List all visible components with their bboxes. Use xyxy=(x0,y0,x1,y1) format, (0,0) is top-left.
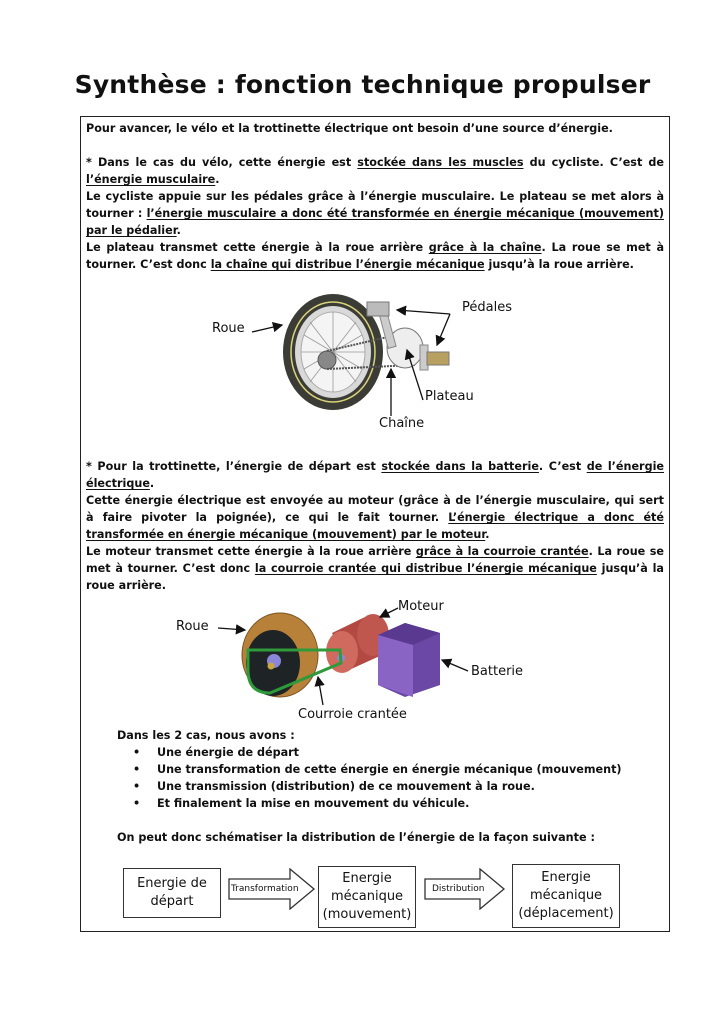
underlined-text: L’énergie électrique a donc été transformée en énergie mécanique (mouvement) par le moteur xyxy=(86,511,664,541)
text: * Dans le cas du vélo, cette énergie est xyxy=(86,156,358,169)
underlined-text: stockée dans la batterie xyxy=(381,460,539,473)
underlined-text: la courroie crantée qui distribue l’énergie mécanique xyxy=(254,562,597,575)
bullet-icon: • xyxy=(133,797,141,810)
label-chaine: Chaîne xyxy=(379,416,425,431)
scooter-drivetrain-figure xyxy=(170,595,540,720)
underlined-text: l’énergie musculaire xyxy=(86,173,216,186)
underlined-text: stockée dans les muscles xyxy=(357,156,524,169)
text: Le plateau transmet cette énergie à la roue arrière xyxy=(86,241,429,254)
label-courroie: Courroie crantée xyxy=(298,707,407,722)
pedal-top xyxy=(367,302,389,316)
bullet-icon: • xyxy=(133,763,141,776)
label-batterie: Batterie xyxy=(471,664,524,679)
trottinette-paragraph-2 xyxy=(86,492,664,543)
text: . xyxy=(485,528,490,541)
text: jusqu’à la roue arrière. xyxy=(484,258,634,271)
text: . La roue se met à tourner. C’est donc xyxy=(86,545,665,575)
list-item xyxy=(133,795,622,812)
velo-paragraph-1 xyxy=(86,154,664,188)
bullet-icon: • xyxy=(133,780,141,793)
list-item-text: Et finalement la mise en mouvement du véhicule. xyxy=(157,797,470,810)
text: Le cycliste appuie sur les pédales grâce à l’énergie musculaire. Le plateau se met alors à tourner : xyxy=(86,190,664,220)
hub xyxy=(318,351,336,369)
trottinette-paragraph-1 xyxy=(86,458,664,492)
label-roue-trottinette: Roue xyxy=(176,619,209,634)
conclusion-text: On peut donc schématiser la distribution de l’énergie de la façon suivante : xyxy=(117,831,595,844)
underlined-text: la chaîne qui distribue l’énergie mécanique xyxy=(210,258,485,271)
text: . xyxy=(149,477,155,490)
battery xyxy=(378,623,440,697)
bullet-icon: • xyxy=(133,746,141,759)
flow-box-energie-mecanique-deplacement: Energie mécanique (déplacement) xyxy=(512,864,620,928)
trottinette-paragraph-3 xyxy=(86,543,664,594)
text: * Pour la trottinette, l’énergie de départ est xyxy=(86,460,382,473)
text: . La roue se met à tourner. C’est donc xyxy=(86,241,665,271)
pedal-bottom xyxy=(427,352,449,365)
text: . xyxy=(215,173,220,186)
text: Cette énergie électrique est envoyée au moteur (grâce à de l’énergie musculaire, qui sert à faire pivoter la poignée), ce qui le fait tourner. xyxy=(86,494,664,524)
velo-paragraph-3 xyxy=(86,239,664,273)
text: du cycliste. C’est de xyxy=(523,156,664,169)
page-title: Synthèse : fonction technique propulser xyxy=(74,70,651,99)
list-item-text: Une transformation de cette énergie en énergie mécanique (mouvement) xyxy=(157,763,622,776)
list-item-text: Une énergie de départ xyxy=(157,746,300,759)
summary-list xyxy=(117,744,622,812)
summary-intro: Dans les 2 cas, nous avons : xyxy=(117,729,295,742)
velo-paragraph-2 xyxy=(86,188,664,239)
intro-text: Pour avancer, le vélo et la trottinette électrique ont besoin d’une source d’énergie. xyxy=(86,122,613,135)
underlined-text: de l’énergie électrique xyxy=(86,460,664,490)
text: . xyxy=(176,224,181,237)
flow-box-energie-depart: Energie de départ xyxy=(123,868,221,918)
axle-nut xyxy=(268,663,275,670)
label-moteur: Moteur xyxy=(398,599,444,614)
underlined-text: grâce à la chaîne xyxy=(428,241,542,254)
list-item-text: Une transmission (distribution) de ce mouvement à la roue. xyxy=(157,780,535,793)
list-item xyxy=(133,778,622,795)
label-roue: Roue xyxy=(212,321,245,336)
text: jusqu’à la roue arrière. xyxy=(86,562,664,592)
flow-label-distribution: Distribution xyxy=(432,884,485,894)
flow-label-transformation: Transformation xyxy=(231,884,299,894)
text: . C’est xyxy=(538,460,587,473)
text: Le moteur transmet cette énergie à la roue arrière xyxy=(86,545,416,558)
flow-box-energie-mecanique-mouvement: Energie mécanique (mouvement) xyxy=(318,866,416,928)
label-plateau: Plateau xyxy=(425,389,474,404)
label-pedales: Pédales xyxy=(462,300,512,315)
list-item xyxy=(133,761,622,778)
underlined-text: grâce à la courroie crantée xyxy=(415,545,589,558)
underlined-text: l’énergie musculaire a donc été transformée en énergie mécanique (mouvement) par le pédalier xyxy=(86,207,664,237)
list-item xyxy=(133,744,622,761)
